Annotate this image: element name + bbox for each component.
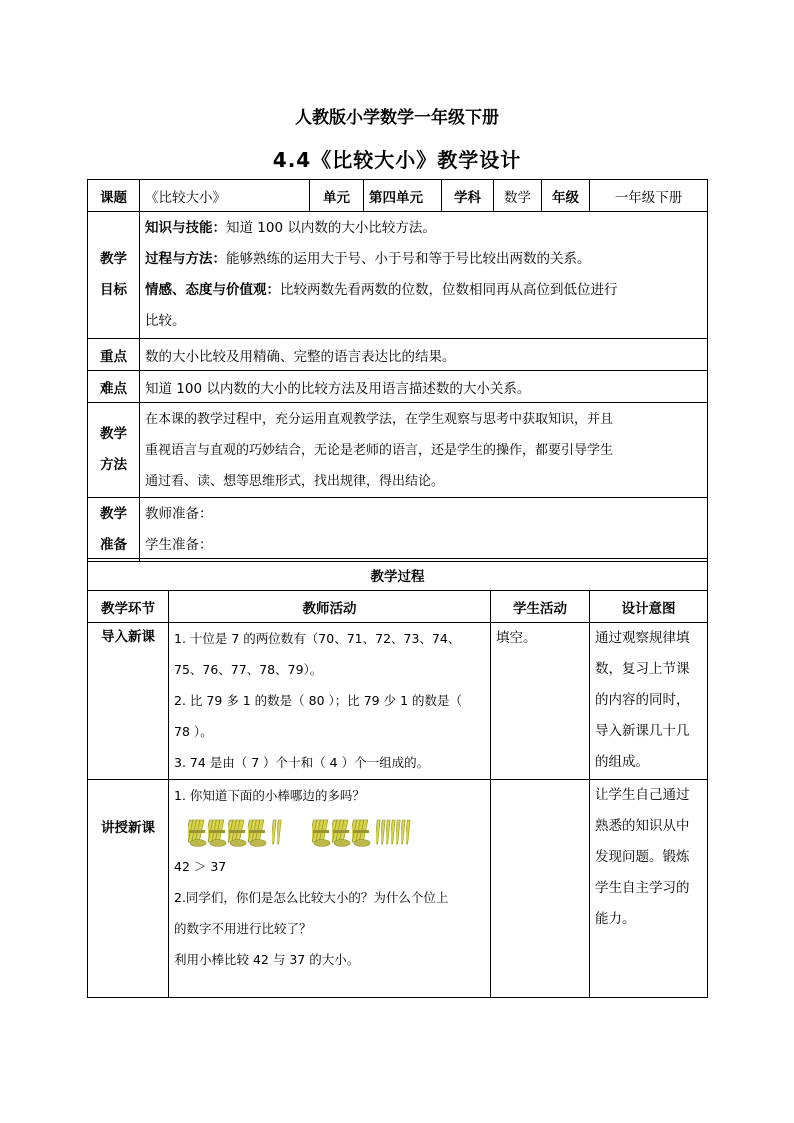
stick-bundle-icon (228, 817, 248, 847)
intro-intent (590, 623, 708, 780)
method-label-line2: 方法 (100, 457, 127, 473)
grade-label: 年级 (542, 180, 590, 212)
goals-label-line1: 教学 (100, 251, 127, 267)
document-title: 人教版小学数学一年级下册 (295, 108, 499, 128)
grade-value: 一年级下册 (590, 180, 708, 212)
key-point-text: 数的大小比较及用精确、完整的语言表达比的结果。 (140, 339, 708, 371)
stick-bundle-icon (352, 817, 372, 847)
emotion-text-cont: 比较。 (145, 313, 186, 329)
difficulty-label: 难点 (88, 371, 140, 403)
goals-content (140, 212, 708, 339)
intent-line: 导入新课几十几 (595, 723, 690, 739)
subject-label: 学科 (442, 180, 494, 212)
compare-text: 42 ＞ 37 (174, 859, 227, 874)
method-line3: 通过看、读、想等思维形式，找出规律，得出结论。 (145, 473, 445, 489)
method-label (88, 403, 140, 498)
intent-line: 通过观察规律填 (595, 630, 690, 646)
goals-label (88, 212, 140, 339)
topic-value: 《比较大小》 (140, 180, 310, 212)
header-stage: 教学环节 (88, 591, 169, 623)
emotion-title: 情感、态度与价值观： (145, 282, 280, 298)
process-text: 能够熟练的运用大于号、小于号和等于号比较出两数的关系。 (226, 251, 591, 267)
intent-line: 的组成。 (595, 754, 649, 770)
intent-line: 让学生自己通过 (595, 787, 690, 803)
stick-bundle-icon (248, 817, 268, 847)
unit-value: 第四单元 (364, 180, 442, 212)
header-teacher: 教师活动 (169, 591, 491, 623)
document-subtitle: 4.4《比较大小》教学设计 (272, 148, 522, 172)
teach-line2: 2.同学们，你们是怎么比较大小的？为什么个位上 (174, 890, 449, 905)
intro-student (491, 623, 590, 780)
stick-bundle-icon (188, 817, 208, 847)
topic-label: 课题 (88, 180, 140, 212)
intro-line: 2. 比 79 多 1 的数是（ 80 ）；比 79 少 1 的数是（ (174, 693, 463, 708)
intro-student-text: 填空。 (496, 630, 537, 646)
header-intent: 设计意图 (590, 591, 708, 623)
intent-line: 的内容的同时， (595, 692, 690, 708)
prep-label-line2: 准备 (100, 536, 127, 553)
intent-line: 熟悉的知识从中 (595, 818, 690, 834)
prep-label-line1: 教学 (100, 505, 127, 522)
intent-line: 发现问题。锻炼 (595, 849, 690, 865)
info-table (87, 179, 708, 562)
method-content (140, 403, 708, 498)
process-table (87, 558, 708, 998)
subject-value: 数学 (494, 180, 542, 212)
method-line1: 在本课的教学过程中，充分运用直观教学法，在学生观察与思考中获取知识，并且 (145, 411, 614, 427)
intro-line: 1. 十位是 7 的两位数有（70、71、72、73、74、 (174, 631, 461, 646)
knowledge-title: 知识与技能： (145, 220, 226, 236)
process-title: 过程与方法： (145, 251, 226, 267)
intent-line: 能力。 (595, 911, 636, 927)
prep-teacher: 教师准备： (145, 505, 213, 522)
goals-label-line2: 目标 (100, 282, 127, 298)
stick-bundle-icon (312, 817, 332, 847)
difficulty-text: 知道 100 以内数的大小的比较方法及用语言描述数的大小关系。 (140, 371, 708, 403)
method-line2: 重视语言与直观的巧妙结合，无论是老师的语言，还是学生的操作，都要引导学生 (145, 442, 614, 458)
prep-label (88, 498, 140, 562)
teach-teacher (169, 780, 491, 998)
teach-intent (590, 780, 708, 998)
intro-line: 3. 74 是由（ 7 ）个十和（ 4 ）个一组成的。 (174, 755, 430, 770)
header-student: 学生活动 (491, 591, 590, 623)
knowledge-text: 知道 100 以内数的大小比较方法。 (226, 220, 436, 236)
intro-stage: 导入新课 (88, 623, 169, 780)
stick-bundle-icon (208, 817, 228, 847)
process-title: 教学过程 (88, 559, 708, 591)
emotion-text: 比较两数先看两数的位数，位数相同再从高位到低位进行 (280, 282, 618, 298)
single-stick-icon (406, 817, 411, 847)
method-label-line1: 教学 (100, 426, 127, 442)
sticks-right-group (312, 817, 411, 847)
key-point-label: 重点 (88, 339, 140, 371)
unit-label: 单元 (310, 180, 364, 212)
intent-line: 数，复习上节课 (595, 661, 690, 677)
prep-student: 学生准备： (145, 536, 213, 553)
intro-line: 78 ）。 (174, 724, 213, 739)
teach-line1: 1. 你知道下面的小棒哪边的多吗？ (174, 788, 365, 803)
stick-bundle-icon (332, 817, 352, 847)
intro-line: 75、76、77、78、79）。 (174, 662, 323, 677)
sticks-illustration (174, 811, 490, 851)
teach-stage: 讲授新课 (88, 780, 169, 998)
intro-teacher (169, 623, 491, 780)
intent-line: 学生自主学习的 (595, 880, 690, 896)
single-stick-icon (277, 817, 282, 847)
prep-content (140, 498, 708, 562)
teach-line4: 利用小棒比较 42 与 37 的大小。 (174, 952, 360, 967)
sticks-left-group (188, 817, 282, 847)
teach-student (491, 780, 590, 998)
teach-line3: 的数字不用进行比较了？ (174, 921, 312, 936)
